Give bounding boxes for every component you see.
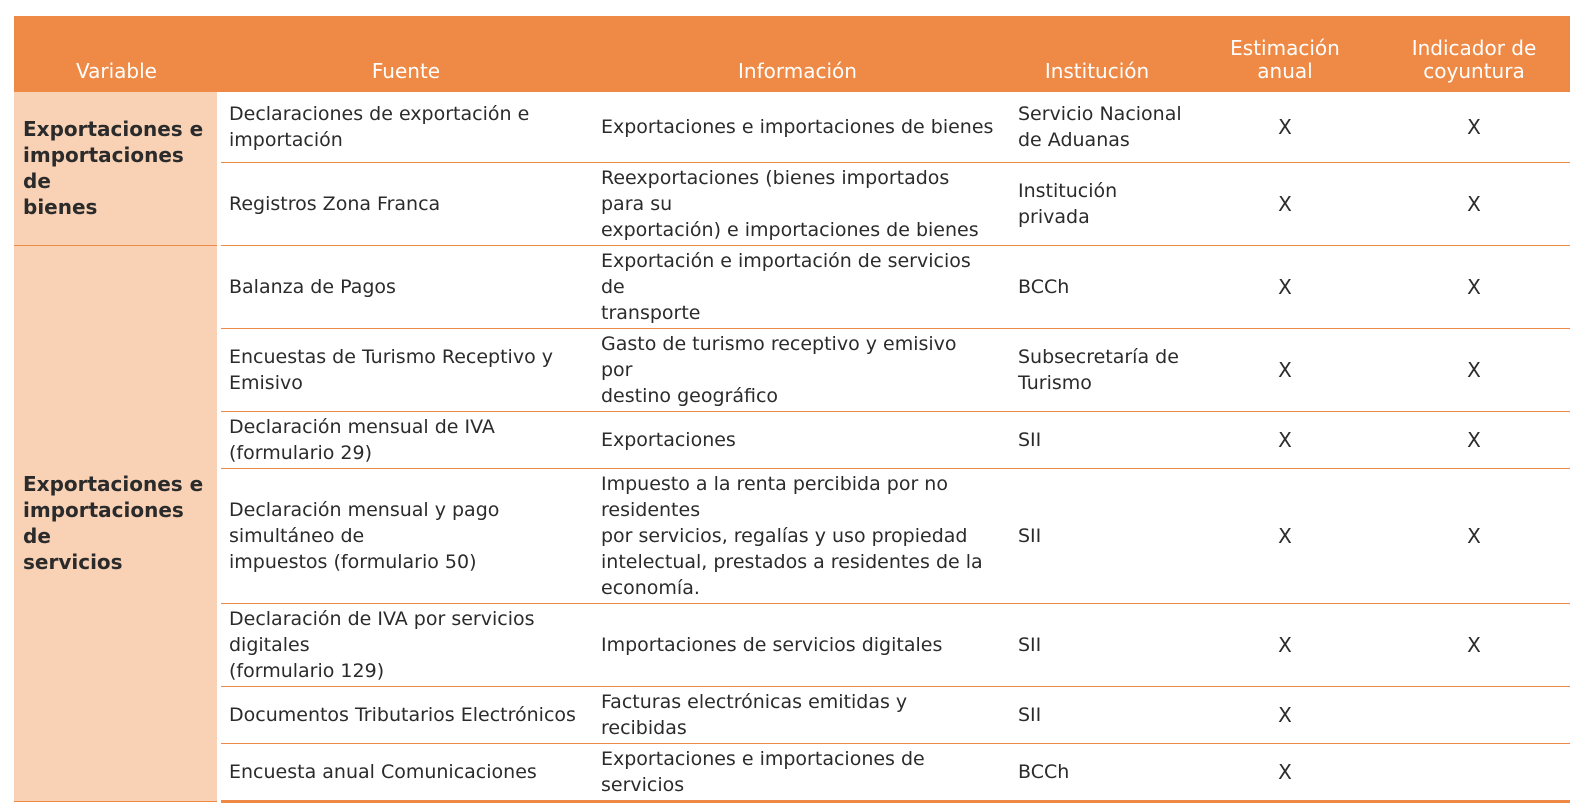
indicador-mark: X	[1378, 245, 1570, 328]
institucion-cell: SII	[1002, 686, 1192, 743]
table-row	[14, 686, 1570, 743]
header-row	[14, 16, 1570, 92]
institucion-cell: SII	[1002, 603, 1192, 686]
table-row	[14, 92, 1570, 162]
fuente-cell: Declaración de IVA por servicios digitales (formulario 129)	[219, 603, 593, 686]
indicador-mark	[1378, 686, 1570, 743]
fuente-cell: Balanza de Pagos	[219, 245, 593, 328]
fuente-cell: Encuestas de Turismo Receptivo y Emisivo	[219, 328, 593, 411]
estimacion-mark: X	[1192, 743, 1378, 801]
table-row	[14, 603, 1570, 686]
indicador-mark: X	[1378, 328, 1570, 411]
informacion-cell: Exportaciones e importaciones de bienes	[593, 92, 1002, 162]
header-indicador-coyuntura: Indicador de coyuntura	[1378, 16, 1570, 92]
estimacion-mark: X	[1192, 328, 1378, 411]
header-estimacion-anual: Estimación anual	[1192, 16, 1378, 92]
informacion-cell: Importaciones de servicios digitales	[593, 603, 1002, 686]
variable-cell-bienes: Exportaciones e importaciones de bienes	[14, 92, 219, 245]
indicador-mark: X	[1378, 411, 1570, 468]
institucion-cell: SII	[1002, 411, 1192, 468]
estimacion-mark: X	[1192, 411, 1378, 468]
fuente-cell: Registros Zona Franca	[219, 162, 593, 245]
institucion-cell: SII	[1002, 468, 1192, 603]
institucion-cell: Subsecretaría de Turismo	[1002, 328, 1192, 411]
estimacion-mark: X	[1192, 92, 1378, 162]
informacion-cell: Reexportaciones (bienes importados para su exportación) e importaciones de bienes	[593, 162, 1002, 245]
table-row	[14, 468, 1570, 603]
fuente-cell: Declaraciones de exportación e importación	[219, 92, 593, 162]
estimacion-mark: X	[1192, 603, 1378, 686]
institucion-cell: Servicio Nacional de Aduanas	[1002, 92, 1192, 162]
header-institucion: Institución	[1002, 16, 1192, 92]
table-row	[14, 411, 1570, 468]
header-informacion: Información	[593, 16, 1002, 92]
fuente-cell: Declaración mensual y pago simultáneo de impuestos (formulario 50)	[219, 468, 593, 603]
indicador-mark: X	[1378, 468, 1570, 603]
indicador-mark: X	[1378, 162, 1570, 245]
table-row	[14, 328, 1570, 411]
table-row	[14, 743, 1570, 801]
fuente-cell: Encuesta anual Comunicaciones	[219, 743, 593, 801]
header-fuente: Fuente	[219, 16, 593, 92]
informacion-cell: Exportaciones	[593, 411, 1002, 468]
estimacion-mark: X	[1192, 245, 1378, 328]
indicador-mark: X	[1378, 92, 1570, 162]
table-row	[14, 162, 1570, 245]
fuente-cell: Documentos Tributarios Electrónicos	[219, 686, 593, 743]
informacion-cell: Exportaciones e importaciones de servicios	[593, 743, 1002, 801]
sources-table	[14, 16, 1570, 803]
institucion-cell: BCCh	[1002, 743, 1192, 801]
header-variable: Variable	[14, 16, 219, 92]
institucion-cell: Institución privada	[1002, 162, 1192, 245]
fuente-cell: Declaración mensual de IVA (formulario 29)	[219, 411, 593, 468]
variable-cell-servicios: Exportaciones e importaciones de servicios	[14, 245, 219, 801]
indicador-mark: X	[1378, 603, 1570, 686]
estimacion-mark: X	[1192, 686, 1378, 743]
estimacion-mark: X	[1192, 162, 1378, 245]
informacion-cell: Gasto de turismo receptivo y emisivo por destino geográfico	[593, 328, 1002, 411]
informacion-cell: Facturas electrónicas emitidas y recibidas	[593, 686, 1002, 743]
institucion-cell: BCCh	[1002, 245, 1192, 328]
indicador-mark	[1378, 743, 1570, 801]
informacion-cell: Exportación e importación de servicios de transporte	[593, 245, 1002, 328]
estimacion-mark: X	[1192, 468, 1378, 603]
informacion-cell: Impuesto a la renta percibida por no residentes por servicios, regalías y uso propiedad intelectual, prestados a residentes de la economía.	[593, 468, 1002, 603]
table-row	[14, 245, 1570, 328]
